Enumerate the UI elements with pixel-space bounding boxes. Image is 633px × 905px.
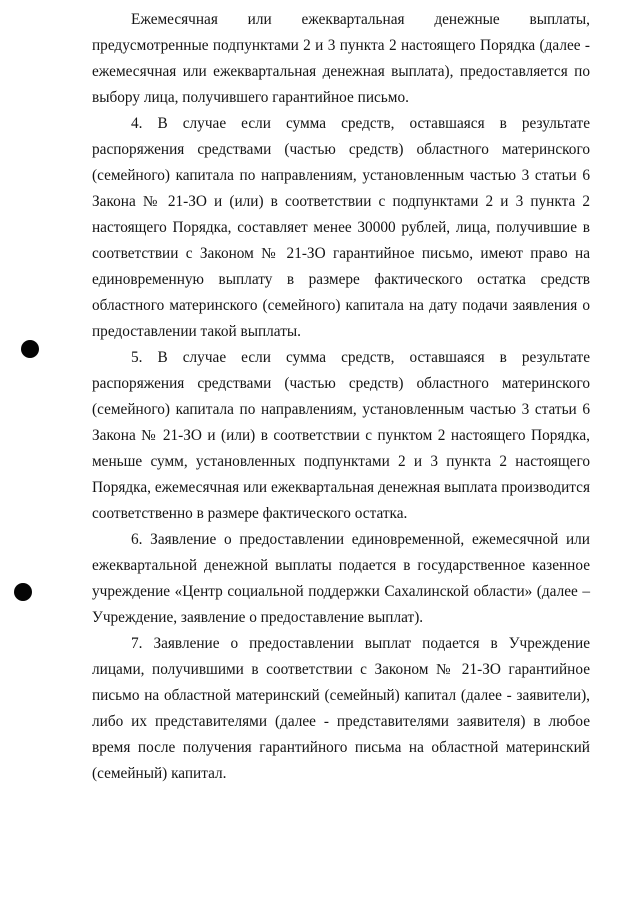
document-body xyxy=(92,7,590,787)
paragraph-payment-choice: Ежемесячная или ежеквартальная денежные выплаты, предусмотренные подпунктами 2 и 3 пункта 2 настоящего Порядка (далее - ежемесячная или ежеквартальная денежная выплата), предоставляется по выбору лица, получившего гарантийное письмо. xyxy=(92,11,590,106)
punch-hole-mark xyxy=(21,340,39,358)
punch-hole-mark xyxy=(14,583,32,601)
paragraph-item-4: 4. В случае если сумма средств, оставшаяся в результате распоряжения средствами (частью средств) областного материнского (семейного) капитала по направлениям, установленным частью 3 статьи 6 Закона № 21-ЗО и (или) в соответствии с подпунктами 2 и 3 пункта 2 настоящего Порядка, составляет менее 30000 рублей, лица, получившие в соответствии с Законом № 21-ЗО гарантийное письмо, имеют право на единовременную выплату в размере фактического остатка средств областного материнского (семейного) капитала на дату подачи заявления о предоставлении такой выплаты. xyxy=(92,115,590,340)
paragraph-item-6: 6. Заявление о предоставлении единовременной, ежемесячной или ежеквартальной денежной выплаты подается в государственное казенное учреждение «Центр социальной поддержки Сахалинской области» (далее – Учреждение, заявление о предоставление выплат). xyxy=(92,531,590,626)
paragraph-item-7: 7. Заявление о предоставлении выплат подается в Учреждение лицами, получившими в соответствии с Законом № 21-ЗО гарантийное письмо на областной материнский (семейный) капитал (далее - заявители), либо их представителями (далее - представителями заявителя) в любое время после получения гарантийного письма на областной материнский (семейный) капитал. xyxy=(92,635,590,782)
paragraph-item-5: 5. В случае если сумма средств, оставшаяся в результате распоряжения средствами (частью средств) областного материнского (семейного) капитала по направлениям, установленным частью 3 статьи 6 Закона № 21-ЗО и (или) в соответствии с пунктом 2 настоящего Порядка, меньше сумм, установленных подпунктами 2 и 3 пункта 2 настоящего Порядка, ежемесячная или ежеквартальная денежная выплата производится соответственно в размере фактического остатка. xyxy=(92,349,590,522)
